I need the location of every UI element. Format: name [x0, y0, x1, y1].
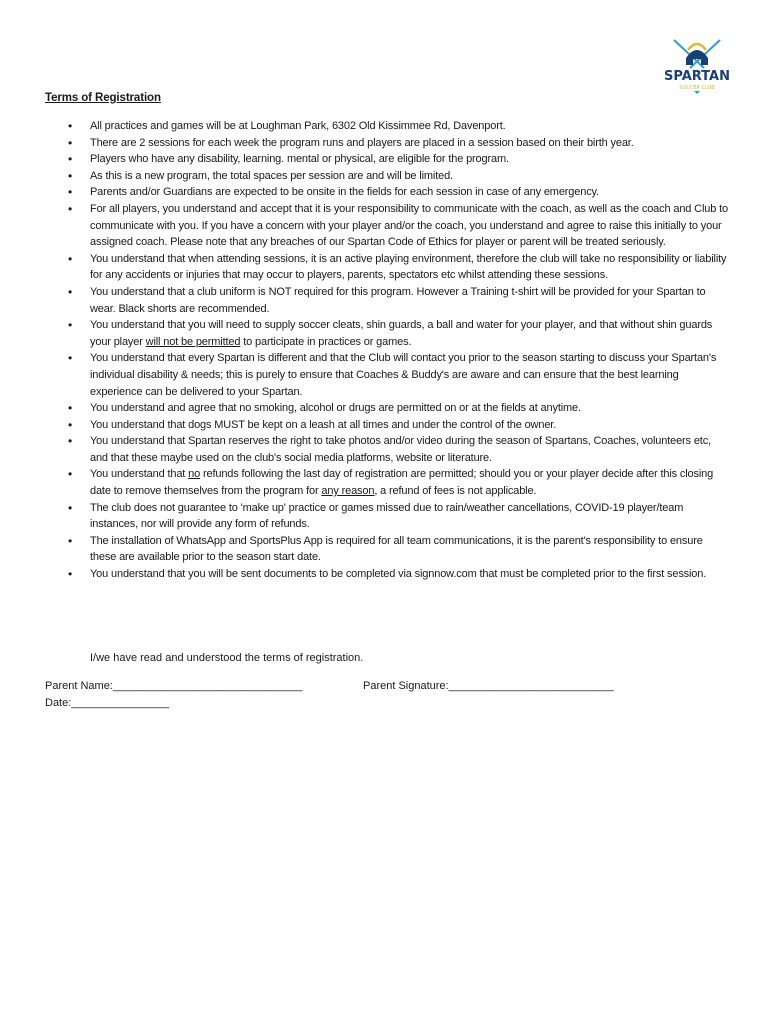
term-text: Parents and/or Guardians are expected to be onsite in the fields for each session in case of any emergency.	[90, 186, 599, 199]
term-item	[90, 184, 728, 201]
term-text: You understand that you will be sent documents to be completed via signnow.com that must be completed prior to the first session.	[90, 568, 707, 581]
term-item	[90, 433, 728, 466]
term-text: You understand that Spartan reserves the right to take photos and/or video during the season of Spartans, Coaches, volunteers etc, and that these maybe used on the club's social media platforms, website or literature.	[90, 435, 711, 464]
underlined-emphasis: no	[188, 468, 201, 481]
agreement-statement: I/we have read and understood the terms of registration.	[90, 652, 364, 664]
term-item	[90, 533, 728, 566]
parent-signature-field[interactable]: Parent Signature:___________________________	[363, 680, 614, 692]
term-text: You understand that	[90, 468, 189, 481]
term-text: You understand that you will need to supply soccer cleats, shin guards, a ball and water for your player, and that without shin guards your player	[90, 319, 713, 348]
term-text: , a refund of fees is not applicable.	[374, 485, 537, 498]
term-item	[90, 317, 728, 350]
term-item	[90, 284, 728, 317]
term-text: There are 2 sessions for each week the program runs and players are placed in a session based on their birth year.	[90, 136, 634, 149]
term-item	[90, 135, 728, 152]
terms-list	[90, 118, 728, 583]
underlined-emphasis: will not be permitted	[145, 335, 241, 348]
term-item	[90, 251, 728, 284]
term-item	[90, 151, 728, 168]
term-text: You understand that every Spartan is different and that the Club will contact you prior to the season starting to discuss your Spartan's individual disability & needs; this is purely to ensure that Coaches & Buddy's are aware and can ensure that the best learning experience can be delivered to your Spartan.	[90, 352, 717, 398]
term-text: As this is a new program, the total spaces per session are and will be limited.	[90, 169, 453, 182]
term-text: The club does not guarantee to 'make up' practice or games missed due to rain/weather cancellations, COVID-19 player/team instances, nor will provide any form of refunds.	[90, 501, 684, 531]
term-text: You understand that dogs MUST be kept on a leash at all times and under the control of the owner.	[90, 418, 557, 431]
term-text: refunds following the last day of registration are permitted; should you or your player decide after this closing date to remove themselves from the program for	[90, 468, 714, 498]
term-item	[90, 566, 728, 583]
term-item	[90, 118, 728, 135]
parent-name-field[interactable]: Parent Name:_______________________________	[45, 680, 303, 692]
logo-subtext: SOCCER CLUB	[679, 85, 715, 91]
term-item	[90, 201, 728, 251]
page-title: Terms of Registration	[45, 92, 161, 104]
term-text: For all players, you understand and accept that it is your responsibility to communicate with the coach, as well as the coach and Club to communicate with you. If you have a concern with your player and/or the coach, you understand and agree to raise this initially to your assigned coach. Please note that any breaches of our Spartan Code of Ethics for player or parent will be treated seriously.	[90, 202, 728, 249]
term-item	[90, 466, 728, 499]
logo-text: SPARTAN	[664, 69, 730, 84]
underlined-emphasis: any reason	[321, 485, 375, 498]
term-text: You understand that when attending sessions, it is an active playing environment, therefore the club will take no responsibility or liability for any accidents or injuries that may occur to players, parents, spectators etc whilst attending these sessions.	[90, 252, 727, 282]
term-text: You understand that a club uniform is NOT required for this program. However a Training t-shirt will be provided for your Spartan to wear. Black shorts are recommended.	[90, 285, 706, 315]
term-text: All practices and games will be at Loughman Park, 6302 Old Kissimmee Rd, Davenport.	[90, 120, 506, 132]
term-item	[90, 500, 728, 533]
term-text: You understand and agree that no smoking, alcohol or drugs are permitted on or at the fields at anytime.	[90, 402, 581, 415]
term-text: to participate in practices or games.	[240, 335, 412, 348]
spartan-logo	[664, 38, 730, 94]
term-item	[90, 350, 728, 400]
term-item	[90, 168, 728, 185]
term-text: The installation of WhatsApp and SportsPlus App is required for all team communications, it is the parent's responsibility to ensure these are available prior to the season start date.	[90, 534, 703, 564]
date-field[interactable]: Date:________________	[45, 697, 170, 709]
term-item	[90, 400, 728, 417]
term-item	[90, 417, 728, 434]
term-text: Players who have any disability, learning. mental or physical, are eligible for the program.	[90, 153, 509, 166]
